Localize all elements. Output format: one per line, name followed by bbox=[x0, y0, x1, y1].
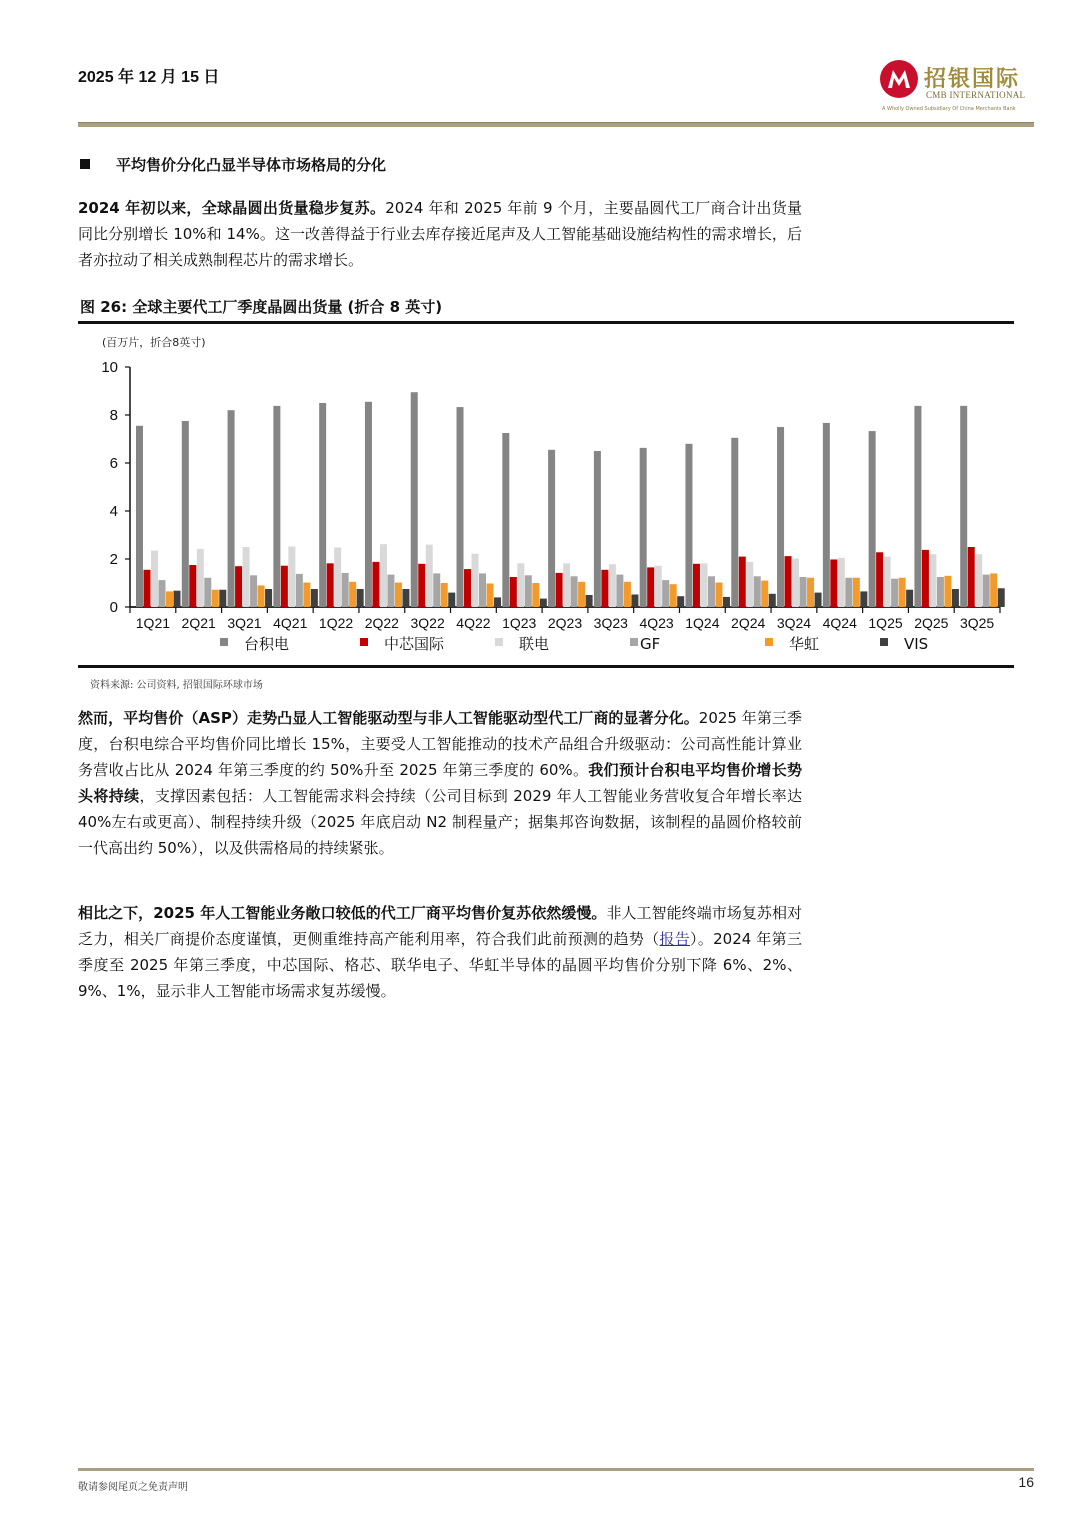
bar-4-2Q25 bbox=[944, 576, 951, 607]
bar-4-3Q22 bbox=[441, 583, 448, 607]
bar-2-4Q22 bbox=[472, 554, 479, 607]
bar-1-3Q22 bbox=[418, 564, 425, 607]
figure-bottom-rule bbox=[78, 665, 1014, 668]
page-number: 16 bbox=[1018, 1474, 1034, 1490]
bar-2-2Q22 bbox=[380, 544, 387, 607]
legend-swatch bbox=[765, 638, 773, 646]
x-tick-label: 3Q21 bbox=[227, 615, 262, 631]
bar-2-4Q24 bbox=[838, 558, 845, 607]
paragraph1-body: 2024 年和 2025 年前 9 个月，主要晶圆代工厂商合计出货量同比分别增长 10%和 14%。这一改善得益于行业去库存接近尾声及人工智能基础设施结构性的需求增长，后者亦拉动了相关成熟制程芯片的需求增长。 bbox=[78, 199, 803, 269]
wafer-shipments-chart bbox=[90, 352, 1020, 664]
bar-0-3Q21 bbox=[228, 410, 235, 607]
bar-4-3Q25 bbox=[990, 573, 997, 607]
bar-0-1Q22 bbox=[319, 403, 326, 607]
bar-5-3Q24 bbox=[815, 593, 822, 607]
footer-disclaimer: 敬请参阅尾页之免责声明 bbox=[78, 1482, 188, 1493]
bar-2-2Q23 bbox=[563, 563, 570, 607]
x-tick-label: 4Q21 bbox=[273, 615, 308, 631]
bar-0-2Q24 bbox=[731, 438, 738, 607]
bar-3-4Q23 bbox=[662, 580, 669, 607]
bar-4-2Q21 bbox=[212, 590, 219, 607]
bar-0-3Q23 bbox=[594, 451, 601, 607]
paragraph-asp bbox=[78, 705, 802, 861]
bar-3-4Q22 bbox=[479, 573, 486, 607]
bar-0-4Q23 bbox=[640, 448, 647, 607]
bar-0-2Q22 bbox=[365, 402, 372, 607]
bar-0-2Q21 bbox=[182, 421, 189, 607]
bar-3-1Q21 bbox=[159, 580, 166, 607]
bar-5-1Q23 bbox=[540, 599, 547, 607]
x-tick-label: 4Q22 bbox=[456, 615, 491, 631]
x-tick-label: 2Q21 bbox=[181, 615, 216, 631]
bar-5-2Q23 bbox=[586, 595, 593, 607]
bar-2-3Q21 bbox=[243, 547, 250, 607]
figure-title: 图 26: 全球主要代工厂季度晶圆出货量 (折合 8 英寸) bbox=[80, 298, 443, 316]
bar-3-3Q21 bbox=[250, 575, 257, 607]
bar-3-2Q21 bbox=[204, 578, 211, 607]
bar-0-3Q22 bbox=[411, 392, 418, 607]
bar-4-3Q23 bbox=[624, 582, 631, 607]
bar-4-4Q23 bbox=[670, 584, 677, 607]
bar-1-4Q21 bbox=[281, 566, 288, 607]
bar-2-2Q25 bbox=[929, 554, 936, 607]
bar-4-2Q23 bbox=[578, 582, 585, 607]
bar-4-1Q24 bbox=[715, 583, 722, 607]
paragraph3-body1: 非人工智能终端市场复苏相对乏力，相关厂商提价态度谨慎，更侧重维持高产能利用率，符合我们此前预测的趋势（ bbox=[78, 904, 802, 948]
bar-5-1Q22 bbox=[357, 589, 364, 607]
bar-1-3Q24 bbox=[785, 556, 792, 607]
x-tick-label: 2Q25 bbox=[914, 615, 949, 631]
y-tick-label: 10 bbox=[101, 359, 118, 376]
legend-label: 华虹 bbox=[789, 635, 820, 653]
x-tick-label: 2Q24 bbox=[731, 615, 766, 631]
bar-3-4Q21 bbox=[296, 574, 303, 607]
bar-4-4Q24 bbox=[853, 578, 860, 607]
bar-2-1Q21 bbox=[151, 551, 158, 607]
bar-1-2Q22 bbox=[372, 562, 379, 607]
legend-swatch bbox=[495, 638, 503, 646]
legend-swatch bbox=[220, 638, 228, 646]
paragraph3-body2: ）。2024 年第三季度至 2025 年第三季度，中芯国际、格芯、联华电子、华虹半导体的晶圆平均售价分别下降 6%、2%、9%、1%，显示非人工智能市场需求复苏缓慢。 bbox=[78, 930, 802, 1000]
bar-5-3Q21 bbox=[265, 589, 272, 607]
bar-2-4Q21 bbox=[288, 547, 295, 607]
legend-label: GF bbox=[640, 635, 661, 653]
bar-3-3Q24 bbox=[800, 577, 807, 607]
bar-0-4Q21 bbox=[273, 406, 280, 607]
x-tick-label: 3Q23 bbox=[593, 615, 628, 631]
bar-5-2Q21 bbox=[219, 590, 226, 607]
paragraph1-lead: 2024 年初以来，全球晶圆出货量稳步复苏。 bbox=[78, 199, 386, 217]
bar-1-2Q25 bbox=[922, 550, 929, 607]
bar-3-4Q24 bbox=[845, 578, 852, 607]
bar-1-2Q24 bbox=[739, 557, 746, 607]
bar-4-1Q23 bbox=[532, 583, 539, 607]
bar-2-2Q24 bbox=[746, 562, 753, 607]
bar-5-3Q23 bbox=[631, 595, 638, 607]
logo-mark-icon bbox=[880, 60, 918, 98]
x-tick-label: 1Q21 bbox=[135, 615, 171, 631]
bar-1-4Q22 bbox=[464, 569, 471, 607]
bar-5-3Q25 bbox=[998, 588, 1005, 607]
bar-5-1Q21 bbox=[174, 591, 181, 607]
bar-1-1Q22 bbox=[327, 563, 334, 607]
figure-top-rule bbox=[78, 321, 1014, 324]
bar-4-1Q22 bbox=[349, 582, 356, 607]
bar-1-1Q23 bbox=[510, 577, 517, 607]
x-tick-label: 1Q22 bbox=[318, 615, 354, 631]
chart-unit-label: (百万片，折合8英寸) bbox=[102, 336, 206, 349]
bar-1-2Q23 bbox=[556, 573, 563, 607]
x-tick-label: 1Q23 bbox=[502, 615, 537, 631]
bar-3-2Q23 bbox=[571, 576, 578, 607]
bar-2-2Q21 bbox=[197, 549, 204, 607]
bar-2-1Q22 bbox=[334, 547, 341, 607]
bar-1-3Q25 bbox=[968, 547, 975, 607]
paragraph2-body2: ，支撑因素包括：人工智能需求料会持续（公司目标到 2029 年人工智能业务营收复合年增长率达 40%左右或更高）、制程持续升级（2025 年底启动 N2 制程量产；据集邦咨询数据，该制程的晶圆价格较前一代高出约 50%），以及供需格局的持续紧张。 bbox=[78, 787, 802, 857]
report-link[interactable]: 报告 bbox=[659, 930, 691, 948]
bar-1-2Q21 bbox=[189, 565, 196, 607]
bar-3-1Q25 bbox=[891, 579, 898, 607]
bar-3-3Q25 bbox=[983, 575, 990, 607]
report-date: 2025 年 12 月 15 日 bbox=[78, 69, 220, 86]
paragraph3-lead: 相比之下，2025 年人工智能业务敞口较低的代工厂商平均售价复苏依然缓慢。 bbox=[78, 904, 607, 922]
x-tick-label: 3Q22 bbox=[410, 615, 445, 631]
legend-label: VIS bbox=[904, 635, 929, 653]
legend-swatch bbox=[880, 638, 888, 646]
legend-label: 中芯国际 bbox=[384, 635, 445, 653]
bar-4-3Q24 bbox=[807, 578, 814, 607]
bar-4-4Q22 bbox=[487, 583, 494, 607]
bar-3-1Q24 bbox=[708, 576, 715, 607]
y-tick-label: 8 bbox=[109, 407, 118, 424]
bar-2-3Q23 bbox=[609, 564, 616, 607]
bar-1-4Q23 bbox=[647, 567, 654, 607]
bar-5-1Q24 bbox=[723, 597, 730, 607]
bar-0-1Q23 bbox=[502, 433, 509, 607]
bar-4-2Q24 bbox=[761, 581, 768, 607]
bar-0-3Q24 bbox=[777, 427, 784, 607]
bar-0-1Q25 bbox=[869, 431, 876, 607]
bar-5-4Q22 bbox=[494, 597, 501, 607]
logo-tagline: A Wholly Owned Subsidiary Of China Merchants Bank bbox=[882, 106, 1016, 112]
bar-3-2Q24 bbox=[754, 576, 761, 607]
bar-2-1Q24 bbox=[700, 563, 707, 607]
bar-4-2Q22 bbox=[395, 583, 402, 607]
bar-3-1Q22 bbox=[342, 573, 349, 607]
bar-2-3Q22 bbox=[426, 545, 433, 607]
bar-1-3Q23 bbox=[601, 570, 608, 607]
bar-2-4Q23 bbox=[655, 566, 662, 607]
bar-5-2Q22 bbox=[402, 589, 409, 607]
bar-2-3Q24 bbox=[792, 559, 799, 607]
section-title-text: 平均售价分化凸显半导体市场格局的分化 bbox=[116, 156, 387, 174]
bar-4-3Q21 bbox=[258, 585, 265, 607]
paragraph2-lead: 然而，平均售价（ASP）走势凸显人工智能驱动型与非人工智能驱动型代工厂商的显著分化。 bbox=[78, 709, 699, 727]
bar-5-4Q24 bbox=[860, 591, 867, 607]
bar-1-1Q24 bbox=[693, 564, 700, 607]
paragraph2-emphasis: 我们预计台积电平均售价增长势头将持续 bbox=[78, 761, 802, 805]
paragraph-shipments bbox=[78, 195, 802, 273]
y-tick-label: 6 bbox=[109, 455, 118, 472]
x-tick-label: 3Q24 bbox=[776, 615, 812, 631]
x-tick-label: 1Q24 bbox=[685, 615, 720, 631]
bar-5-2Q24 bbox=[769, 594, 776, 607]
bar-3-1Q23 bbox=[525, 575, 532, 607]
x-tick-label: 3Q25 bbox=[959, 615, 995, 631]
bar-2-1Q25 bbox=[884, 557, 891, 607]
bar-1-1Q21 bbox=[144, 570, 151, 607]
company-logo bbox=[878, 60, 1034, 122]
bar-3-3Q23 bbox=[616, 575, 623, 607]
figure-source: 资料来源: 公司资料, 招银国际环球市场 bbox=[90, 680, 263, 691]
x-tick-label: 4Q24 bbox=[822, 615, 857, 631]
bar-0-4Q22 bbox=[457, 407, 464, 607]
bar-5-4Q23 bbox=[677, 596, 684, 607]
bar-0-3Q25 bbox=[960, 406, 967, 607]
bar-0-2Q25 bbox=[914, 406, 921, 607]
bar-3-3Q22 bbox=[433, 573, 440, 607]
paragraph2-body1: 2025 年第三季度，台积电综合平均售价同比增长 15%，主要受人工智能推动的技术产品组合升级驱动：公司高性能计算业务营收占比从 2024 年第三季度的约 50%升至 2025 年第三季度的 60%。 bbox=[78, 709, 802, 779]
logo-name-cn: 招银国际 bbox=[924, 67, 1021, 92]
bar-0-1Q24 bbox=[685, 444, 692, 607]
legend-swatch bbox=[360, 638, 368, 646]
legend-label: 台积电 bbox=[244, 635, 290, 653]
legend-label: 联电 bbox=[519, 635, 550, 653]
bar-0-1Q21 bbox=[136, 426, 143, 607]
x-tick-label: 2Q23 bbox=[547, 615, 583, 631]
bar-5-2Q25 bbox=[952, 589, 959, 607]
bar-2-3Q25 bbox=[975, 554, 982, 607]
y-tick-label: 2 bbox=[109, 551, 118, 568]
bar-3-2Q25 bbox=[937, 577, 944, 607]
bar-1-1Q25 bbox=[876, 552, 883, 607]
bar-5-3Q22 bbox=[448, 593, 455, 607]
bar-5-4Q21 bbox=[311, 589, 318, 607]
y-tick-label: 4 bbox=[109, 503, 118, 520]
bar-1-3Q21 bbox=[235, 566, 242, 607]
paragraph-non-ai bbox=[78, 900, 802, 1004]
bar-3-2Q22 bbox=[387, 575, 394, 607]
x-tick-label: 2Q22 bbox=[364, 615, 399, 631]
y-tick-label: 0 bbox=[109, 599, 118, 616]
bar-0-4Q24 bbox=[823, 423, 830, 607]
bar-4-1Q25 bbox=[899, 578, 906, 607]
bar-2-1Q23 bbox=[517, 563, 524, 607]
x-tick-label: 4Q23 bbox=[639, 615, 674, 631]
logo-name-en: CMB INTERNATIONAL bbox=[926, 90, 1026, 100]
square-bullet-icon bbox=[80, 159, 90, 169]
footer-divider bbox=[78, 1468, 1034, 1471]
legend-swatch bbox=[630, 638, 638, 646]
bar-1-4Q24 bbox=[830, 559, 837, 607]
bar-4-1Q21 bbox=[166, 591, 173, 607]
section-heading bbox=[80, 154, 386, 175]
bar-5-1Q25 bbox=[906, 590, 913, 607]
header-divider bbox=[78, 122, 1034, 127]
x-tick-label: 1Q25 bbox=[868, 615, 903, 631]
bar-4-4Q21 bbox=[303, 583, 310, 607]
bar-0-2Q23 bbox=[548, 450, 555, 607]
